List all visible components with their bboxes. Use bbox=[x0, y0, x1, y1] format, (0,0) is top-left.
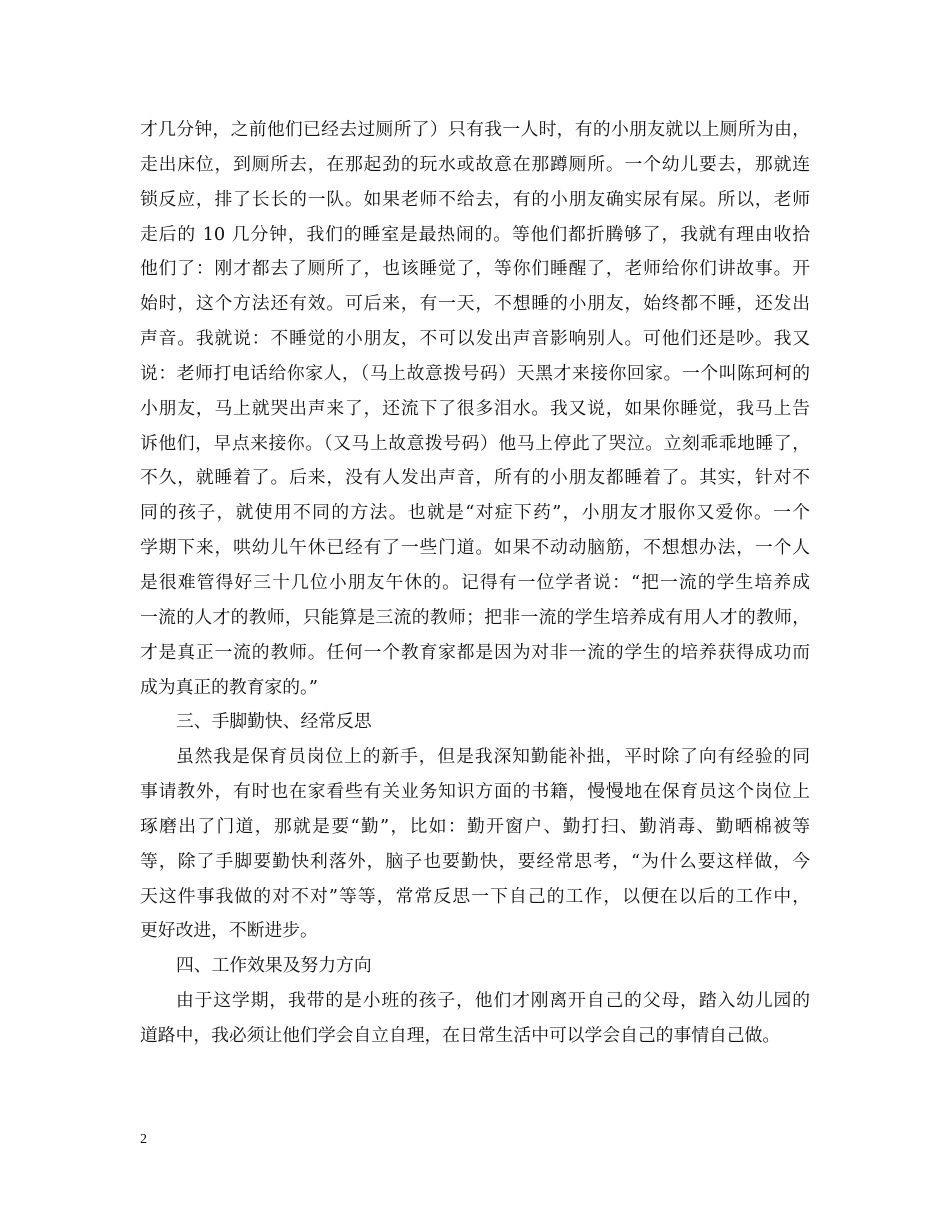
text-line: 说：老师打电话给你家人，（马上故意拨号码）天黑才来接你回家。一个叫陈珂柯的 bbox=[140, 362, 810, 384]
text-line: 始时，这个方法还有效。可后来，有一天，不想睡的小朋友，始终都不睡，还发出 bbox=[140, 293, 810, 315]
text-line: 三、手脚勤快、经常反思 bbox=[176, 711, 372, 733]
text-line: 琢磨出了门道，那就是要“勤”，比如：勤开窗户、勤打扫、勤消毒、勤晒棉被等 bbox=[140, 815, 810, 837]
text-line: 四、工作效果及努力方向 bbox=[176, 955, 372, 977]
text-line: 诉他们，早点来接你。（又马上故意拨号码）他马上停此了哭泣。立刻乖乖地睡了， bbox=[140, 432, 810, 454]
text-line: 走后的 10 几分钟，我们的睡室是最热闹的。等他们都折腾够了，我就有理由收拾 bbox=[140, 223, 810, 245]
text-line: 锁反应，排了长长的一队。如果老师不给去，有的小朋友确实尿有屎。所以，老师 bbox=[140, 188, 810, 210]
text-line: 道路中，我必须让他们学会自立自理，在日常生活中可以学会自己的事情自己做。 bbox=[140, 1024, 781, 1046]
page-number: 2 bbox=[140, 1132, 147, 1147]
text-line: 等，除了手脚要勤快利落外，脑子也要勤快，要经常思考，“为什么要这样做，今 bbox=[140, 850, 810, 872]
text-line: 一流的人才的教师，只能算是三流的教师；把非一流的学生培养成有用人才的教师， bbox=[140, 606, 810, 628]
text-line: 天这件事我做的对不对”等等，常常反思一下自己的工作，以便在以后的工作中， bbox=[140, 885, 810, 907]
text-line: 不久，就睡着了。后来，没有人发出声音，所有的小朋友都睡着了。其实，针对不 bbox=[140, 467, 810, 489]
text-line: 走出床位，到厕所去，在那起劲的玩水或故意在那蹲厕所。一个幼儿要去，那就连 bbox=[140, 153, 810, 175]
text-line: 才是真正一流的教师。任何一个教育家都是因为对非一流的学生的培养获得成功而 bbox=[140, 641, 810, 663]
text-line: 事请教外，有时也在家看些有关业务知识方面的书籍，慢慢地在保育员这个岗位上 bbox=[140, 781, 810, 803]
text-line: 是很难管得好三十几位小朋友午休的。记得有一位学者说：“把一流的学生培养成 bbox=[140, 571, 810, 593]
text-line: 同的孩子，就使用不同的方法。也就是“对症下药”，小朋友才服你又爱你。一个 bbox=[140, 502, 810, 524]
text-line: 小朋友，马上就哭出声来了，还流下了很多泪水。我又说，如果你睡觉，我马上告 bbox=[140, 397, 810, 419]
text-line: 学期下来，哄幼儿午休已经有了一些门道。如果不动动脑筋，不想想办法，一个人 bbox=[140, 537, 810, 559]
text-line: 成为真正的教育家的。” bbox=[140, 676, 319, 698]
text-line: 他们了：刚才都去了厕所了，也该睡觉了，等你们睡醒了，老师给你们讲故事。开 bbox=[140, 258, 810, 280]
body-text bbox=[140, 113, 810, 1054]
text-line: 虽然我是保育员岗位上的新手，但是我深知勤能补拙，平时除了向有经验的同 bbox=[176, 746, 810, 768]
text-line: 声音。我就说：不睡觉的小朋友，不可以发出声音影响别人。可他们还是吵。我又 bbox=[140, 328, 810, 350]
text-line: 更好改进，不断进步。 bbox=[140, 920, 318, 942]
text-line: 才几分钟，之前他们已经去过厕所了）只有我一人时，有的小朋友就以上厕所为由， bbox=[140, 119, 810, 140]
text-line: 由于这学期，我带的是小班的孩子，他们才刚离开自己的父母，踏入幼儿园的 bbox=[176, 990, 810, 1012]
